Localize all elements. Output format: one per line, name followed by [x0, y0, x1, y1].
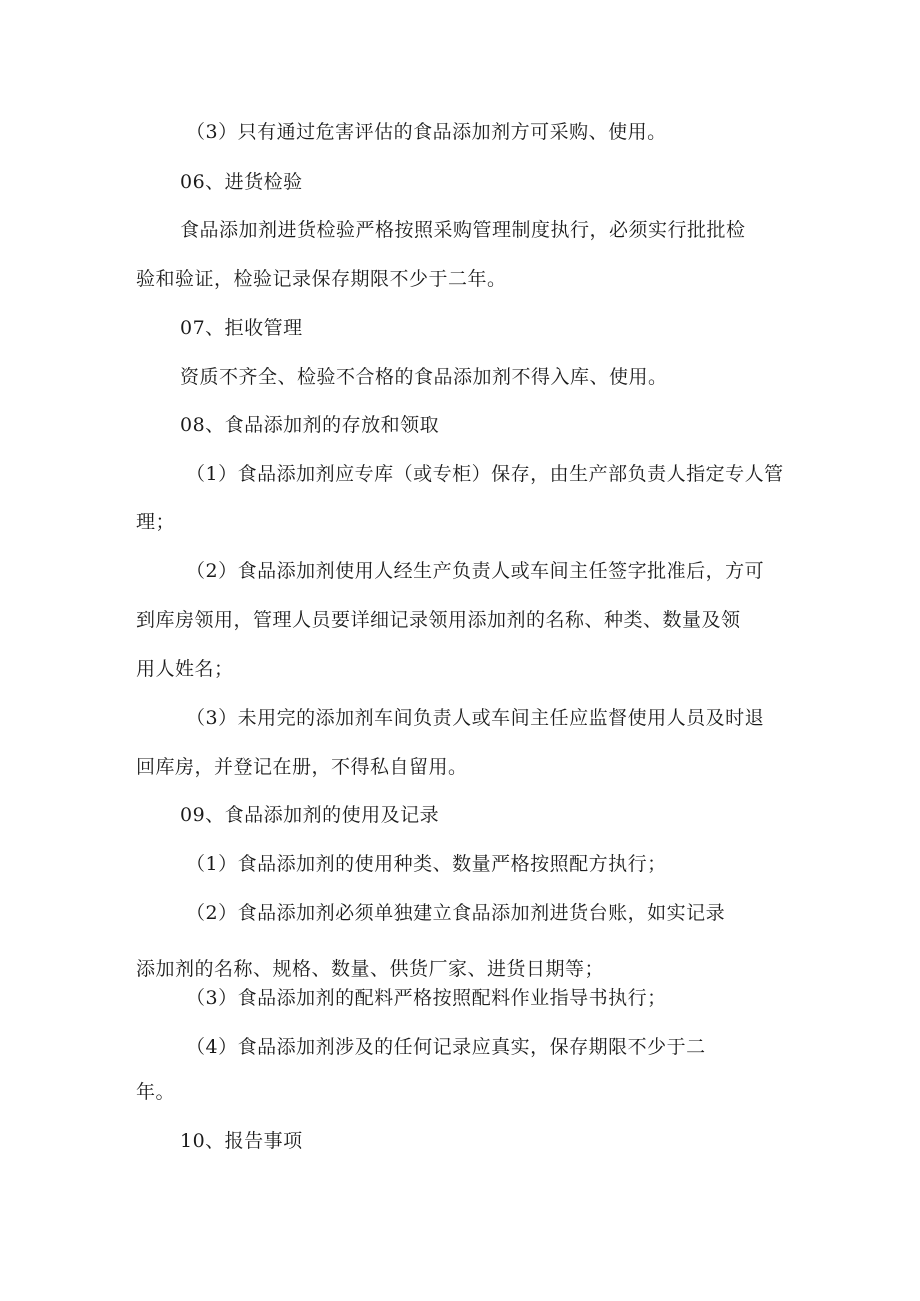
section-07-paragraph: 资质不齐全、检验不合格的食品添加剂不得入库、使用。: [180, 366, 668, 388]
section-08-item-3-line-2: 回库房，并登记在册，不得私自留用。: [136, 756, 468, 778]
section-08-item-1-line-1: （1）食品添加剂应专库（或专柜）保存，由生产部负责人指定专人管: [186, 463, 784, 485]
section-06-paragraph-line-2: 验和验证，检验记录保存期限不少于二年。: [136, 268, 507, 290]
section-06-paragraph-line-1: 食品添加剂进货检验严格按照采购管理制度执行，必须实行批批检: [180, 219, 746, 241]
section-09-item-4-line-2: 年。: [136, 1081, 176, 1103]
item-3-hazard-assessment: （3）只有通过危害评估的食品添加剂方可采购、使用。: [186, 121, 667, 143]
section-08-item-2-line-2: 到库房领用，管理人员要详细记录领用添加剂的名称、种类、数量及领: [136, 609, 741, 631]
section-09-heading: 09、食品添加剂的使用及记录: [180, 804, 440, 826]
section-09-item-3: （3）食品添加剂的配料严格按照配料作业指导书执行；: [186, 987, 667, 1009]
section-07-heading: 07、拒收管理: [180, 317, 303, 339]
section-09-item-1: （1）食品添加剂的使用种类、数量严格按照配方执行；: [186, 853, 667, 875]
section-08-item-2-line-3: 用人姓名；: [136, 658, 234, 680]
section-08-item-2-line-1: （2）食品添加剂使用人经生产负责人或车间主任签字批准后，方可: [186, 560, 765, 582]
section-08-heading: 08、食品添加剂的存放和领取: [180, 414, 440, 436]
section-09-item-2-line-1: （2）食品添加剂必须单独建立食品添加剂进货台账，如实记录: [186, 902, 726, 924]
section-09-item-4-line-1: （4）食品添加剂涉及的任何记录应真实，保存期限不少于二: [186, 1036, 706, 1058]
section-10-heading: 10、报告事项: [180, 1130, 303, 1152]
section-08-item-1-line-2: 理；: [136, 511, 176, 533]
section-08-item-3-line-1: （3）未用完的添加剂车间负责人或车间主任应监督使用人员及时退: [186, 707, 765, 729]
section-09-item-2-line-2: 添加剂的名称、规格、数量、供货厂家、进货日期等；: [136, 958, 605, 980]
section-06-heading: 06、进货检验: [180, 171, 303, 193]
